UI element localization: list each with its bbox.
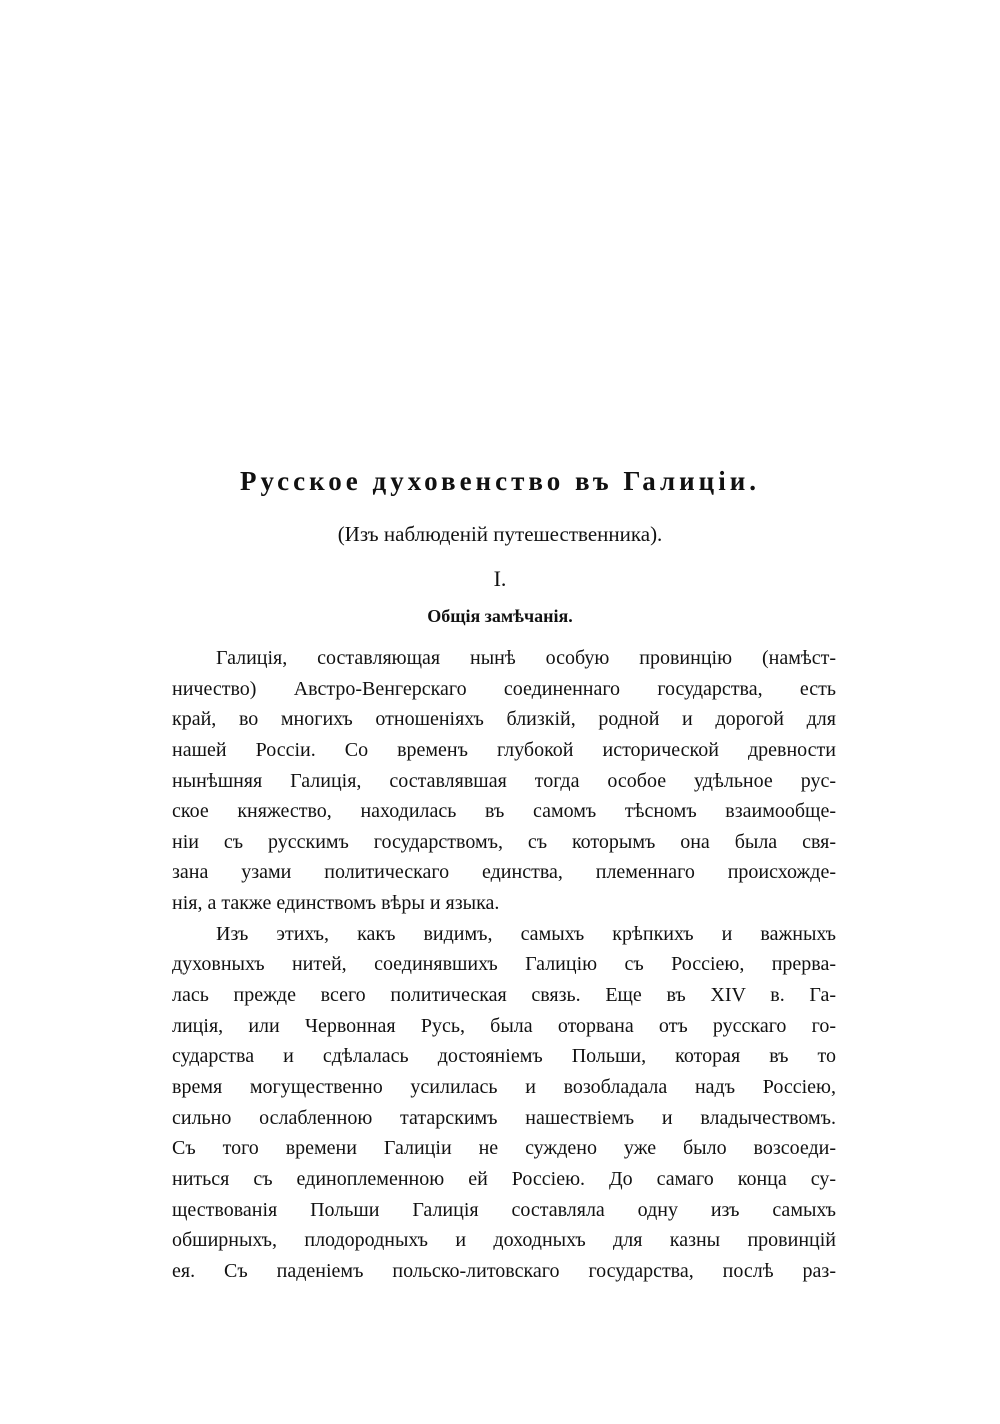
text-line: ничество) Австро-Венгерскаго соединеннаго государства, есть: [172, 677, 836, 700]
text-line: обширныхъ, плодородныхъ и доходныхъ для казны провинцій: [172, 1229, 836, 1252]
paragraph-2: [172, 919, 836, 1287]
text-line: время могущественно усилилась и возобладала надъ Россіею,: [172, 1075, 836, 1098]
text-line: лась прежде всего политическая связь. Еще въ XIV в. Га-: [172, 984, 836, 1007]
text-line: край, во многихъ отношеніяхъ близкій, родной и дорогой для: [172, 708, 836, 731]
text-line: сударства и сдѣлалась достояніемъ Польши, которая въ то: [172, 1045, 836, 1068]
text-line: Съ того времени Галиціи не суждено уже было возсоеди-: [172, 1137, 836, 1160]
section-number: I.: [493, 566, 507, 591]
text-line: ниться съ единоплеменною ей Россіею. До самаго конца су-: [172, 1167, 836, 1190]
article-title: Русское духовенство въ Галиціи.: [239, 466, 761, 496]
section-title: Общія замѣчанія.: [427, 606, 573, 626]
text-line: зана узами политическаго единства, племеннаго происхожде-: [172, 861, 836, 884]
body-text: [172, 643, 836, 1286]
text-line: нынѣшняя Галиція, составлявшая тогда особое удѣльное рус-: [172, 769, 836, 792]
text-line: нашей Россіи. Со временъ глубокой исторической древности: [172, 738, 836, 761]
text-line: ществованія Польши Галиція составляла одну изъ самыхъ: [172, 1198, 836, 1221]
text-line: Изъ этихъ, какъ видимъ, самыхъ крѣпкихъ и важныхъ: [216, 922, 836, 945]
text-line: ское княжество, находилась въ самомъ тѣсномъ взаимообще-: [172, 800, 836, 823]
text-line: Галиція, составляющая нынѣ особую провинцію (намѣст-: [216, 647, 836, 669]
text-line: лиція, или Червонная Русь, была оторвана отъ русскаго го-: [172, 1014, 836, 1037]
text-line: ея. Съ паденіемъ польско-литовскаго государства, послѣ раз-: [172, 1259, 836, 1282]
paragraph-1: [172, 643, 836, 919]
article-subtitle: (Изъ наблюденій путешественника).: [337, 522, 663, 546]
text-line: нія, а также единствомъ вѣры и языка.: [172, 892, 500, 915]
text-line: сильно ослабленною татарскимъ нашествіемъ и владычествомъ.: [172, 1106, 836, 1129]
text-line: ніи съ русскимъ государствомъ, съ которымъ она была свя-: [172, 830, 836, 853]
text-line: духовныхъ нитей, соединявшихъ Галицію съ Россіею, прерва-: [172, 953, 836, 976]
